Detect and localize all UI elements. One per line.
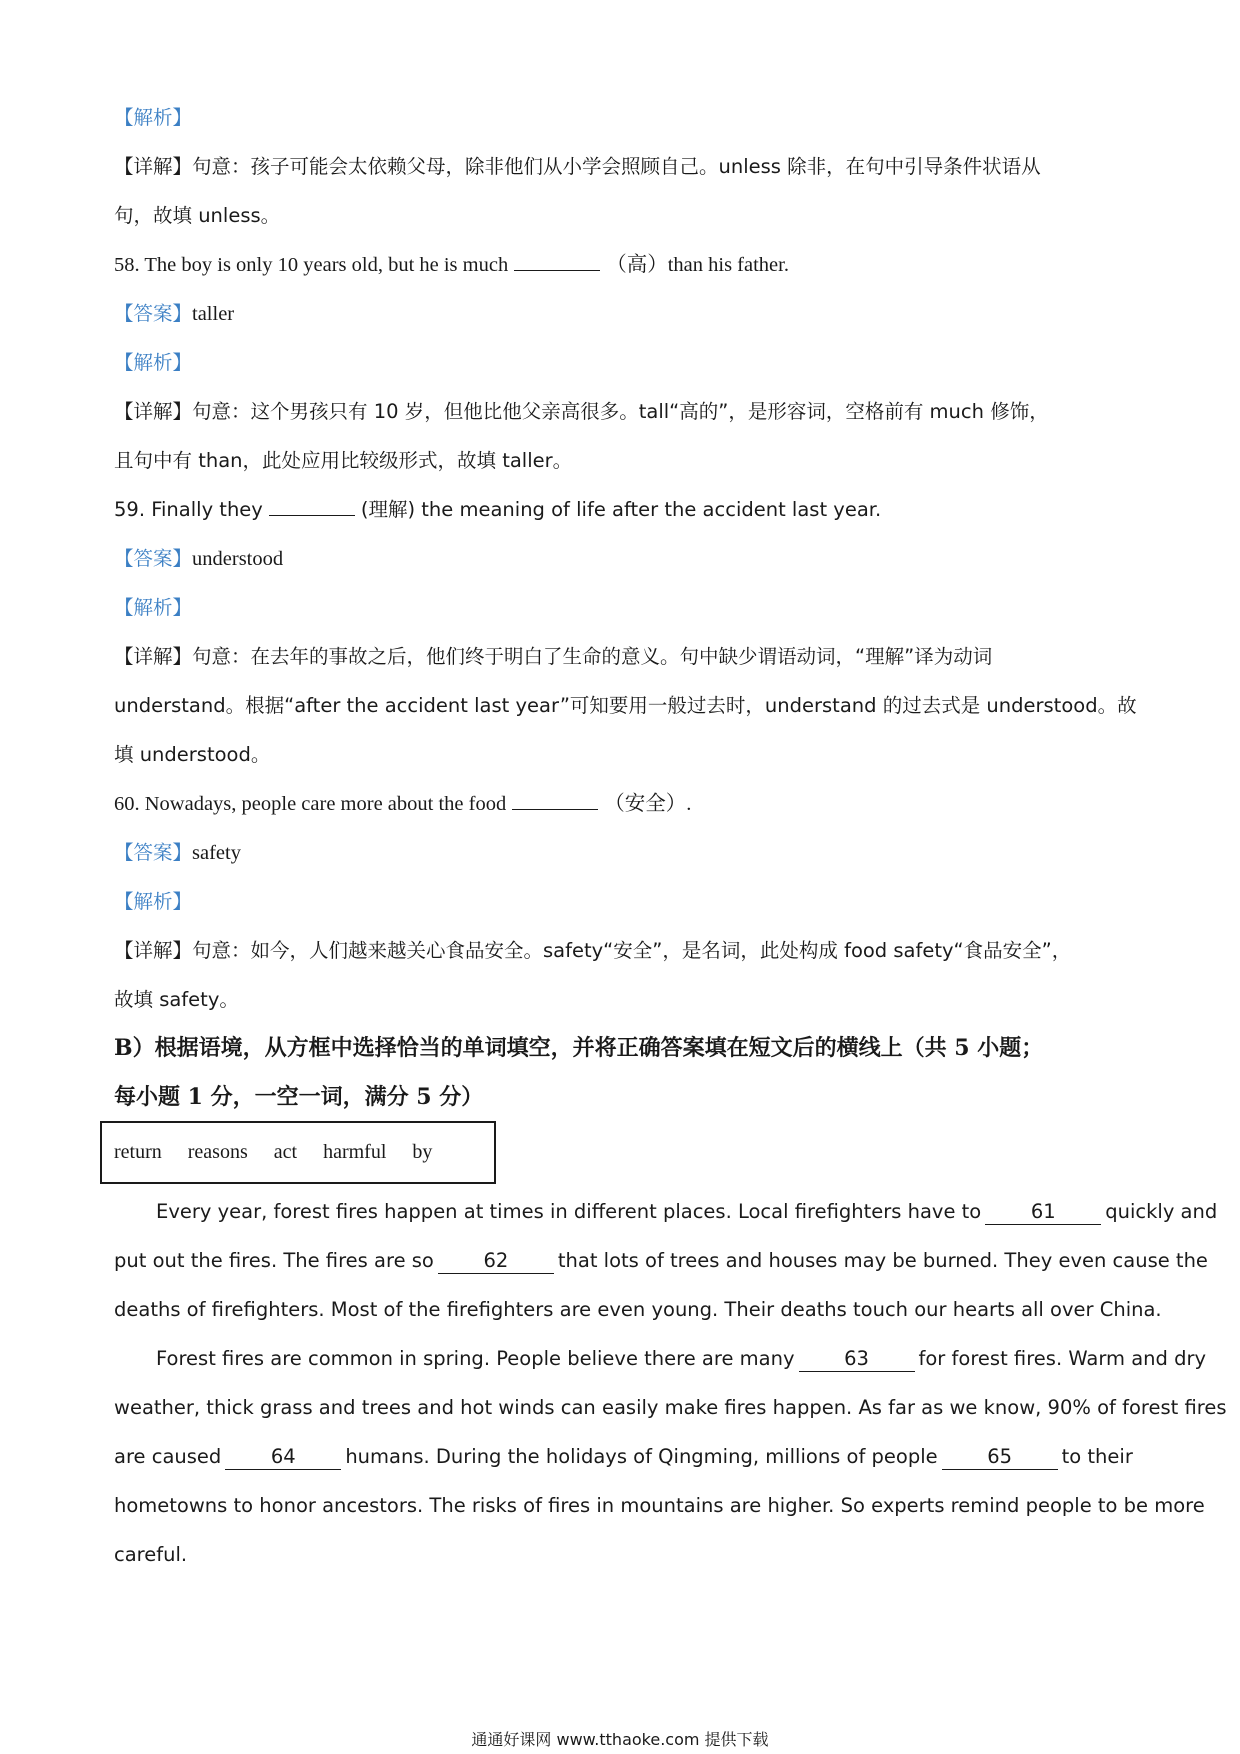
word-bank-box xyxy=(100,1121,496,1184)
explanation-57-line2 xyxy=(114,201,1136,231)
question-59 xyxy=(114,495,1136,525)
page-footer: 通通好课网 www.tthaoke.com 提供下载 xyxy=(471,1730,769,1749)
blank-61: 61 xyxy=(985,1200,1101,1225)
explanation-text: 且句中有 than，此处应用比较级形式，故填 taller。 xyxy=(114,449,573,472)
analysis-58 xyxy=(114,348,1136,378)
passage-text: hometowns to honor ancestors. The risks of fires in mountains are higher. So experts remind people to be more xyxy=(114,1494,1205,1517)
explanation-text: 句意：这个男孩只有 10 岁，但他比他父亲高很多。tall“高的”，是形容词，空格前有 much 修饰， xyxy=(192,400,1049,423)
word-bank-item: act xyxy=(273,1141,298,1163)
explanation-text: 句意：在去年的事故之后，他们终于明白了生命的意义。句中缺少谓语动词，“理解”译为动词 xyxy=(192,645,993,668)
answer-text: safety xyxy=(192,842,241,864)
passage-line4 xyxy=(156,1344,1207,1374)
answer-blank xyxy=(514,250,600,271)
passage-text: careful. xyxy=(114,1543,188,1566)
explanation-60-line1 xyxy=(114,936,1136,966)
detail-tag: 【详解】 xyxy=(114,155,193,178)
passage-text: put out the fires. The fires are so xyxy=(114,1249,434,1272)
answer-58 xyxy=(114,299,1136,329)
question-text: 59. Finally they xyxy=(114,498,263,521)
explanation-text: 故填 safety。 xyxy=(114,988,239,1011)
passage-text: that lots of trees and houses may be burned. They even cause the xyxy=(557,1249,1208,1272)
question-58 xyxy=(114,250,1136,280)
answer-blank xyxy=(512,789,598,810)
passage-line3 xyxy=(114,1295,1162,1325)
answer-60 xyxy=(114,838,1136,868)
explanation-58-line1 xyxy=(114,397,1136,427)
passage-text: to their xyxy=(1061,1445,1133,1468)
passage-line7 xyxy=(114,1491,1205,1521)
blank-64: 64 xyxy=(225,1445,341,1470)
explanation-text: 填 understood。 xyxy=(114,743,271,766)
passage-line8 xyxy=(114,1540,1136,1570)
word-bank-item: return xyxy=(114,1141,162,1163)
question-text: （高）than his father. xyxy=(606,254,789,276)
section-b-heading-line1: B）根据语境，从方框中选择恰当的单词填空，并将正确答案填在短文后的横线上（共 5 小题； xyxy=(114,1035,1044,1061)
explanation-58-line2 xyxy=(114,446,1136,476)
explanation-text: 句意：如今，人们越来越关心食品安全。safety“安全”，是名词，此处构成 food safety“食品安全”， xyxy=(192,939,1072,962)
passage-line1 xyxy=(156,1197,1218,1227)
explanation-57-line1 xyxy=(114,152,1136,182)
word-bank-item: reasons xyxy=(187,1141,248,1163)
answer-text: taller xyxy=(192,303,235,325)
answer-tag: 【答案】 xyxy=(114,547,193,570)
section-b-heading-line2: 每小题 1 分，一空一词，满分 5 分） xyxy=(114,1084,484,1110)
detail-tag: 【详解】 xyxy=(114,645,193,668)
passage-line5 xyxy=(114,1393,1227,1423)
blank-62: 62 xyxy=(438,1249,554,1274)
word-bank-item: harmful xyxy=(323,1141,387,1163)
analysis-tag: 【解析】 xyxy=(114,106,193,129)
question-text: (理解) the meaning of life after the accident last year. xyxy=(360,498,882,521)
question-60 xyxy=(114,789,1136,819)
answer-tag: 【答案】 xyxy=(114,841,193,864)
passage-text: humans. During the holidays of Qingming, millions of people xyxy=(345,1445,938,1468)
explanation-text: 句，故填 unless。 xyxy=(114,204,281,227)
passage-text: weather, thick grass and trees and hot winds can easily make fires happen. As far as we know, 90% of forest fires xyxy=(114,1396,1227,1419)
answer-blank xyxy=(269,495,355,516)
explanation-59-line1 xyxy=(114,642,1136,672)
question-text: 58. The boy is only 10 years old, but he is much xyxy=(114,254,509,276)
analysis-tag-line xyxy=(114,103,1136,133)
detail-tag: 【详解】 xyxy=(114,939,193,962)
explanation-60-line2 xyxy=(114,985,1136,1015)
passage-text: Forest fires are common in spring. People believe there are many xyxy=(156,1347,795,1370)
passage-line2 xyxy=(114,1246,1208,1276)
word-bank-item: by xyxy=(412,1141,433,1163)
passage-text: are caused xyxy=(114,1445,222,1468)
explanation-text: 句意：孩子可能会太依赖父母，除非他们从小学会照顾自己。unless 除非，在句中引导条件状语从 xyxy=(192,155,1041,178)
passage-text: quickly and xyxy=(1105,1200,1218,1223)
explanation-text: understand。根据“after the accident last year”可知要用一般过去时，understand 的过去式是 understood。故 xyxy=(114,694,1137,717)
passage-line6 xyxy=(114,1442,1136,1472)
analysis-tag: 【解析】 xyxy=(114,890,193,913)
detail-tag: 【详解】 xyxy=(114,400,193,423)
answer-tag: 【答案】 xyxy=(114,302,193,325)
analysis-60 xyxy=(114,887,1136,917)
analysis-tag: 【解析】 xyxy=(114,351,193,374)
passage-text: for forest fires. Warm and dry xyxy=(918,1347,1207,1370)
question-text: （安全）. xyxy=(604,793,692,815)
blank-63: 63 xyxy=(799,1347,915,1372)
answer-text: understood xyxy=(192,548,284,570)
passage-text: deaths of firefighters. Most of the firefighters are even young. Their deaths touch our hearts all over China. xyxy=(114,1298,1162,1321)
answer-59 xyxy=(114,544,1136,574)
analysis-tag: 【解析】 xyxy=(114,596,193,619)
question-text: 60. Nowadays, people care more about the food xyxy=(114,793,507,815)
passage-text: Every year, forest fires happen at times in different places. Local firefighters have to xyxy=(156,1200,982,1223)
analysis-59 xyxy=(114,593,1136,623)
explanation-59-line2 xyxy=(114,691,1136,721)
blank-65: 65 xyxy=(942,1445,1058,1470)
explanation-59-line3 xyxy=(114,740,1136,770)
